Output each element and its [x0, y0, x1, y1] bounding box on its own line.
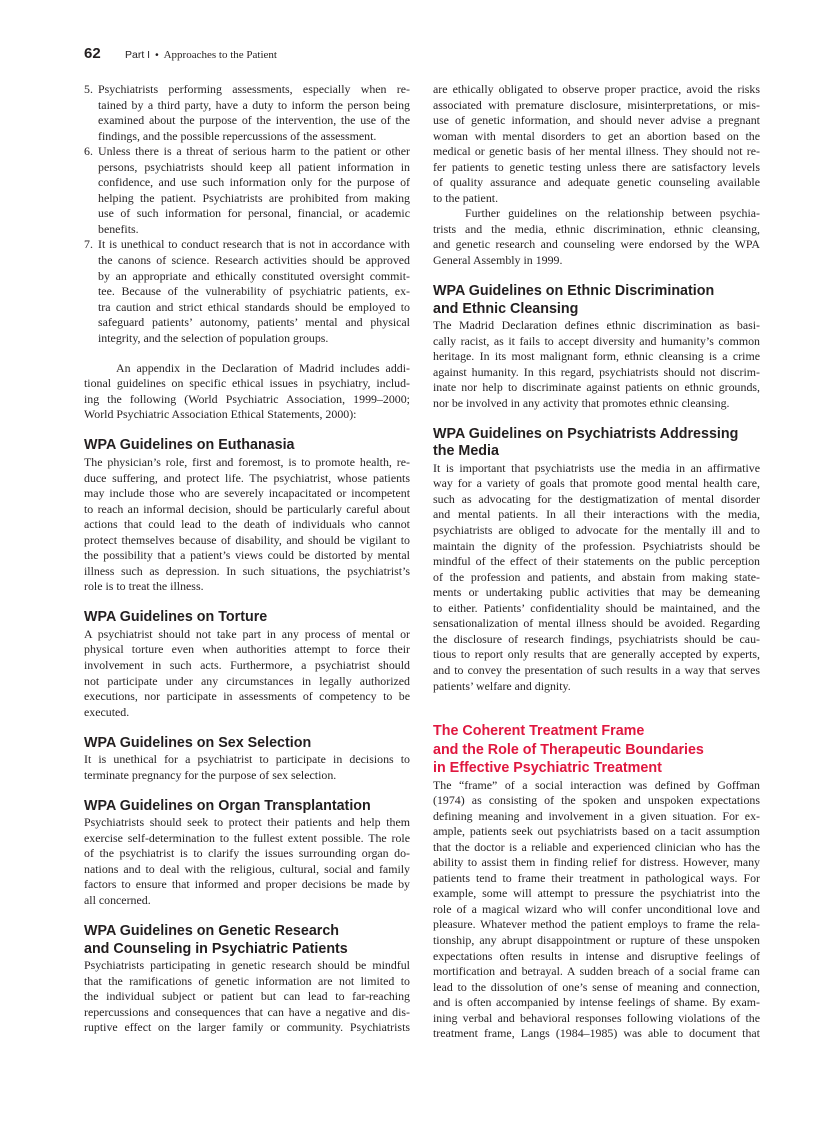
- list-item-number: 5.: [84, 82, 93, 96]
- text-line: Psychiatrists should seek to protect their patients and help them: [84, 815, 410, 830]
- page-number: 62: [84, 45, 101, 62]
- text-line: It is unethical to conduct research that is not in accordance with: [98, 237, 410, 252]
- text-line: that the doctor is a reliable and experienced clinician who has the: [433, 839, 760, 854]
- text-line: fer patients to genetic testing unless there are satisfactory levels: [433, 159, 760, 174]
- text-line: to the patient.: [433, 190, 499, 205]
- list-item-number: 6.: [84, 144, 93, 159]
- text-line: Further guidelines on the relationship between psychia-: [465, 206, 760, 221]
- text-line: factors to ensure that informed and proper decisions be made by: [84, 877, 410, 892]
- text-line: findings, and the possible repercussions of the assessment.: [98, 128, 377, 143]
- body-paragraph: [84, 958, 410, 1036]
- text-line: role of a magical wizard who will confer unconditional love and: [433, 901, 760, 916]
- text-line: ining verbal and behavioral responses following violations of the: [433, 1010, 760, 1025]
- text-line: and genetic research and counseling were endorsed by the WPA: [433, 237, 760, 252]
- text-line: of the profession and patients, and abstain from making state-: [433, 569, 760, 584]
- text-line: role is to treat the illness.: [84, 579, 204, 594]
- heading-line: WPA Guidelines on Organ Transplantation: [84, 797, 371, 814]
- text-line: the possibility that a patient’s views could be distorted by mental: [84, 548, 410, 563]
- text-line: tained by a third party, have a duty to inform the person being: [98, 97, 410, 112]
- text-line: heritage. In its most malignant form, ethnic cleansing is a crime: [433, 349, 760, 364]
- text-line: ruptive effect on the larger family or community. Psychiatrists: [84, 1020, 410, 1035]
- text-line: It is important that psychiatrists use the media in an affirmative: [433, 460, 760, 475]
- text-line: World Psychiatric Association Ethical Statements, 2000):: [84, 407, 357, 422]
- body-paragraph: [84, 627, 410, 720]
- text-line: ability to assist them in finding relief for distress. However, many: [433, 855, 760, 870]
- text-line: nations and to deal with the religious, cultural, social and family: [84, 861, 410, 876]
- text-line: tee. Because of the vulnerability of psychiatric patients, ex-: [98, 284, 410, 299]
- text-line: the individual subject or patient but can lead to far-reaching: [84, 989, 410, 1004]
- text-line: woman with mental disorders to get an abortion based on the: [433, 128, 760, 143]
- text-line: tional guidelines on specific ethical issues in psychiatry, includ-: [84, 376, 410, 391]
- text-line: executions, nor participate in assessments of competency to be: [84, 689, 410, 704]
- part-label: Part I: [125, 49, 151, 61]
- heading-line: WPA Guidelines on Psychiatrists Addressing: [433, 425, 739, 442]
- text-line: associated with premature disclosure, misinterpretations, or mis-: [433, 97, 760, 112]
- text-line: inate nor help to discriminate against patients on ethnic grounds,: [433, 380, 760, 395]
- text-line: persons, psychiatrists should keep all patient information in: [98, 159, 410, 174]
- text-line: It is unethical for a psychiatrist to participate in decisions to: [84, 752, 410, 767]
- text-line: and to convey the presentation of such results in a way that serves: [433, 662, 760, 677]
- text-line: integrity, and the selection of population groups.: [98, 330, 329, 345]
- text-line: defining meaning and involvement in a given situation. For ex-: [433, 808, 760, 823]
- text-line: treatment frame, Langs (1984–1985) was able to document that: [433, 1026, 760, 1041]
- text-line: The “frame” of a social interaction was defined by Goffman: [433, 777, 760, 792]
- text-line: safeguard patients’ autonomy, patients’ mental and physical: [98, 315, 410, 330]
- text-line: and mental patients. In all their interactions with the media,: [433, 507, 760, 522]
- heading-line: WPA Guidelines on Euthanasia: [84, 437, 295, 454]
- text-line: patients tend to frame their treatment in pathological ways. For: [433, 870, 760, 885]
- text-line: patients’ welfare and dignity.: [433, 678, 571, 693]
- text-line: and is often accompanied by intense feelings of shame. By exam-: [433, 995, 760, 1010]
- text-line: The physician’s role, first and foremost, is to promote health, re-: [84, 454, 410, 469]
- text-line: all concerned.: [84, 893, 151, 908]
- text-line: examined about the purpose of the intervention, the use of the: [98, 113, 410, 128]
- text-line: repercussions and consequences that can have a negative and dis-: [84, 1004, 410, 1019]
- text-line: that the ramifications of genetic information are not limited to: [84, 973, 410, 988]
- heading-line: WPA Guidelines on Genetic Research: [84, 923, 340, 940]
- text-line: protect themselves because of disability, and should be vigilant to: [84, 532, 410, 547]
- text-line: example, some will attempt to pressure the psychiatrist into the: [433, 886, 760, 901]
- text-line: tious to report only results that are generally accepted by experts,: [433, 647, 760, 662]
- text-line: expectations often results in intense and disruptive feelings of: [433, 948, 760, 963]
- running-header: [84, 45, 277, 65]
- text-line: An appendix in the Declaration of Madrid includes addi-: [116, 360, 410, 375]
- text-line: medical or genetic basis of her mental illness. They should not re-: [433, 144, 760, 159]
- text-line: ample, patients seek out psychiatrists based on a tacit assumption: [433, 824, 760, 839]
- text-line: confidence, and use such information only for the purpose of: [98, 175, 410, 190]
- text-line: nor be involved in any activity that promotes ethnic cleansing.: [433, 395, 730, 410]
- body-paragraph: [433, 82, 760, 206]
- text-line: pleasure. Whatever method the patient employs to frame the rela-: [433, 917, 760, 932]
- body-paragraph: [433, 206, 760, 268]
- text-line: cally racist, as it fails to accept diversity and humanity’s common: [433, 333, 760, 348]
- body-paragraph: [84, 752, 410, 783]
- text-line: to reach an informal decision, should be particularly careful about: [84, 501, 410, 516]
- text-line: by an appropriate and ethically constituted oversight commit-: [98, 268, 410, 283]
- text-line: physical torture even when authorities attempt to force their: [84, 642, 410, 657]
- section-heading: [84, 609, 410, 627]
- left-column: [84, 82, 410, 1036]
- text-line: A psychiatrist should not take part in any process of mental or: [84, 626, 410, 641]
- text-line: The Madrid Declaration defines ethnic discrimination as basi-: [433, 318, 760, 333]
- body-paragraph: [433, 318, 760, 411]
- body-paragraph: [433, 778, 760, 1042]
- section-heading: [84, 798, 410, 816]
- text-line: trists and the media, ethnic discrimination, ethnic cleansing,: [433, 221, 760, 236]
- text-line: the disclosure of research findings, psychiatrists should be cau-: [433, 631, 760, 646]
- text-line: against humanity. In this regard, psychiatrists should not discrim-: [433, 364, 760, 379]
- text-line: such as advocating for the destigmatization of mental disorder: [433, 491, 760, 506]
- text-line: of the psychiatrist is to clarify the issues surrounding organ do-: [84, 846, 410, 861]
- text-line: mortification and betrayal. A sudden breach of a social frame can: [433, 964, 760, 979]
- text-line: terminate pregnancy for the purpose of sex selection.: [84, 767, 337, 782]
- text-line: to either. Patients’ confidentiality should be maintained, and the: [433, 600, 760, 615]
- text-line: psychiatrists are obliged to advocate for the mentally ill and to: [433, 523, 760, 538]
- text-line: duce suffering, and protect life. The psychiatrist, whose patients: [84, 470, 410, 485]
- text-line: tra caution and strict ethical standards should be employed to: [98, 299, 410, 314]
- text-line: actions that could lead to the death of individuals who cannot: [84, 517, 410, 532]
- heading-line: WPA Guidelines on Ethnic Discrimination: [433, 283, 715, 300]
- section-heading: [433, 426, 760, 461]
- heading-line: in Effective Psychiatric Treatment: [433, 760, 662, 777]
- text-line: use of such information for personal, financial, or academic: [98, 206, 410, 221]
- text-line: sensationalization of mental illness should be avoided. Regarding: [433, 616, 760, 631]
- heading-line: WPA Guidelines on Sex Selection: [84, 734, 312, 751]
- section-heading: [433, 722, 760, 778]
- section-heading: [84, 735, 410, 753]
- section-heading: [433, 283, 760, 318]
- text-line: involvement in such acts. Furthermore, a psychiatrist should: [84, 658, 410, 672]
- numbered-list-item: [84, 144, 410, 237]
- text-line: Psychiatrists participating in genetic research should be mindful: [84, 958, 410, 973]
- text-line: benefits.: [98, 221, 139, 236]
- text-line: General Assembly in 1999.: [433, 253, 563, 268]
- text-line: Psychiatrists performing assessments, especially when re-: [98, 82, 410, 96]
- text-line: ing the following (World Psychiatric Association, 1999–2000;: [84, 391, 410, 406]
- text-line: way for a variety of goals that promote good mental health care,: [433, 476, 760, 491]
- text-line: helping the patient. Psychiatrists are prohibited from making: [98, 190, 410, 205]
- text-line: mindful of the effect of their statements on the public perception: [433, 554, 760, 569]
- body-paragraph: [84, 361, 410, 423]
- text-line: use of genetic information, and should never advise a pregnant: [433, 113, 760, 128]
- list-item-number: 7.: [84, 237, 93, 252]
- body-paragraph: [84, 815, 410, 908]
- text-line: (1974) as consisting of the spoken and unspoken expectations: [433, 793, 760, 808]
- text-line: the canons of science. Research activities should be approved: [98, 253, 410, 268]
- section-heading: [84, 437, 410, 455]
- text-line: may include those who are severely incapacitated or incompetent: [84, 486, 410, 501]
- heading-line: WPA Guidelines on Torture: [84, 609, 268, 626]
- separator-bullet: •: [155, 50, 159, 61]
- text-line: maintain the dignity of the profession. Psychiatrists should be: [433, 538, 760, 553]
- body-paragraph: [84, 455, 410, 595]
- right-column: [433, 82, 760, 1042]
- heading-line: the Media: [433, 443, 499, 460]
- section-heading: [84, 923, 410, 958]
- running-title: Approaches to the Patient: [163, 49, 277, 61]
- text-line: ments or undertaking public activities that may be demeaning: [433, 585, 760, 600]
- heading-line: The Coherent Treatment Frame: [433, 723, 645, 740]
- text-line: tionship, any abrupt disappointment or rupture of these unspoken: [433, 933, 760, 948]
- text-line: lead to the dissolution of one’s sense of meaning and connection,: [433, 979, 760, 994]
- text-line: of quality assurance and adequate genetic counseling available: [433, 175, 760, 190]
- numbered-list-item: [84, 82, 410, 144]
- body-paragraph: [433, 461, 760, 694]
- text-line: are ethically obligated to observe proper practice, avoid the risks: [433, 82, 760, 96]
- text-line: not participate under any circumstances in legally authorized: [84, 673, 410, 688]
- text-line: Unless there is a threat of serious harm to the patient or other: [98, 144, 410, 159]
- heading-line: and Ethnic Cleansing: [433, 300, 579, 317]
- text-line: exercise self-determination to the fullest extent possible. The role: [84, 830, 410, 845]
- heading-line: and Counseling in Psychiatric Patients: [84, 940, 348, 957]
- text-line: executed.: [84, 704, 130, 719]
- text-line: illness such as depression. In such situations, the psychiatrist’s: [84, 563, 410, 578]
- numbered-list-item: [84, 237, 410, 346]
- heading-line: and the Role of Therapeutic Boundaries: [433, 741, 704, 758]
